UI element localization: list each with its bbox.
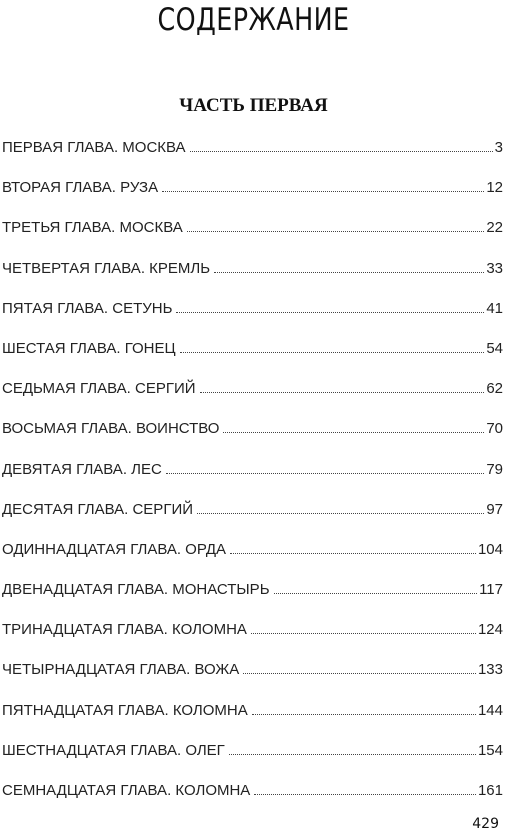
table-of-contents (2, 139, 503, 822)
toc-entry-title: ПЯТНАДЦАТАЯ ГЛАВА. КОЛОМНА (2, 701, 248, 719)
toc-entry[interactable] (2, 219, 503, 259)
dot-leader (190, 150, 493, 152)
toc-entry-page: 79 (486, 460, 503, 478)
dot-leader (243, 672, 476, 674)
toc-entry-page: 104 (477, 540, 503, 558)
dot-leader (230, 552, 476, 554)
toc-entry-page: 144 (477, 701, 503, 719)
dot-leader (251, 632, 476, 634)
toc-entry-title: ШЕСТАЯ ГЛАВА. ГОНЕЦ (2, 339, 176, 357)
page-title: СОДЕРЖАНИЕ (157, 2, 350, 38)
toc-entry[interactable] (2, 179, 503, 219)
toc-entry-title: ВТОРАЯ ГЛАВА. РУЗА (2, 179, 159, 197)
toc-entry-title: ДВЕНАДЦАТАЯ ГЛАВА. МОНАСТЫРЬ (2, 581, 270, 599)
toc-entry-page: 33 (486, 259, 503, 277)
toc-entry[interactable] (2, 581, 503, 621)
toc-entry-page: 154 (477, 741, 503, 759)
toc-entry-title: ЧЕТЫРНАДЦАТАЯ ГЛАВА. ВОЖА (2, 661, 240, 679)
toc-entry-page: 124 (477, 621, 503, 639)
dot-leader (214, 271, 484, 273)
dot-leader (197, 512, 484, 514)
dot-leader (162, 190, 484, 192)
toc-entry-page: 62 (486, 380, 503, 398)
toc-entry-title: ТРЕТЬЯ ГЛАВА. МОСКВА (2, 219, 183, 237)
toc-entry-title: ШЕСТНАДЦАТАЯ ГЛАВА. ОЛЕГ (2, 741, 225, 759)
toc-entry[interactable] (2, 260, 503, 300)
toc-entry[interactable] (2, 621, 503, 661)
page-number: 429 (472, 816, 499, 832)
toc-entry-title: ПЯТАЯ ГЛАВА. СЕТУНЬ (2, 299, 173, 317)
toc-entry[interactable] (2, 300, 503, 340)
toc-entry[interactable] (2, 380, 503, 420)
toc-entry-title: ВОСЬМАЯ ГЛАВА. ВОИНСТВО (2, 420, 220, 438)
toc-entry-page: 70 (486, 420, 503, 438)
toc-entry-page: 161 (477, 782, 503, 799)
toc-entry-page: 41 (486, 299, 503, 317)
toc-entry[interactable] (2, 782, 503, 822)
toc-entry[interactable] (2, 340, 503, 380)
dot-leader (229, 753, 476, 755)
toc-entry-title: СЕДЬМАЯ ГЛАВА. СЕРГИЙ (2, 380, 196, 398)
toc-entry[interactable] (2, 139, 503, 179)
toc-entry-page: 97 (486, 500, 503, 518)
toc-entry-page: 3 (494, 139, 503, 156)
toc-entry[interactable] (2, 420, 503, 460)
toc-entry-title: ДЕСЯТАЯ ГЛАВА. СЕРГИЙ (2, 500, 194, 518)
toc-entry[interactable] (2, 742, 503, 782)
part-heading: ЧАСТЬ ПЕРВАЯ (179, 95, 328, 116)
dot-leader (223, 431, 484, 433)
toc-entry-title: ПЕРВАЯ ГЛАВА. МОСКВА (2, 139, 186, 156)
toc-entry-title: ЧЕТВЕРТАЯ ГЛАВА. КРЕМЛЬ (2, 259, 211, 277)
dot-leader (166, 472, 484, 474)
dot-leader (274, 592, 478, 594)
dot-leader (176, 311, 484, 313)
toc-entry-page: 22 (486, 219, 503, 237)
toc-entry-page: 133 (477, 661, 503, 679)
toc-entry-page: 117 (479, 581, 503, 599)
toc-entry-page: 54 (486, 339, 503, 357)
toc-entry-page: 12 (486, 179, 503, 197)
toc-entry[interactable] (2, 501, 503, 541)
toc-entry[interactable] (2, 661, 503, 701)
dot-leader (254, 793, 476, 795)
toc-entry-title: ТРИНАДЦАТАЯ ГЛАВА. КОЛОМНА (2, 621, 247, 639)
toc-entry[interactable] (2, 541, 503, 581)
toc-entry-title: ДЕВЯТАЯ ГЛАВА. ЛЕС (2, 460, 162, 478)
dot-leader (180, 351, 485, 353)
toc-entry-title: ОДИННАДЦАТАЯ ГЛАВА. ОРДА (2, 540, 227, 558)
toc-entry-title: СЕМНАДЦАТАЯ ГЛАВА. КОЛОМНА (2, 782, 251, 799)
dot-leader (187, 230, 485, 232)
dot-leader (200, 391, 485, 393)
toc-entry[interactable] (2, 702, 503, 742)
dot-leader (252, 713, 476, 715)
toc-entry[interactable] (2, 461, 503, 501)
